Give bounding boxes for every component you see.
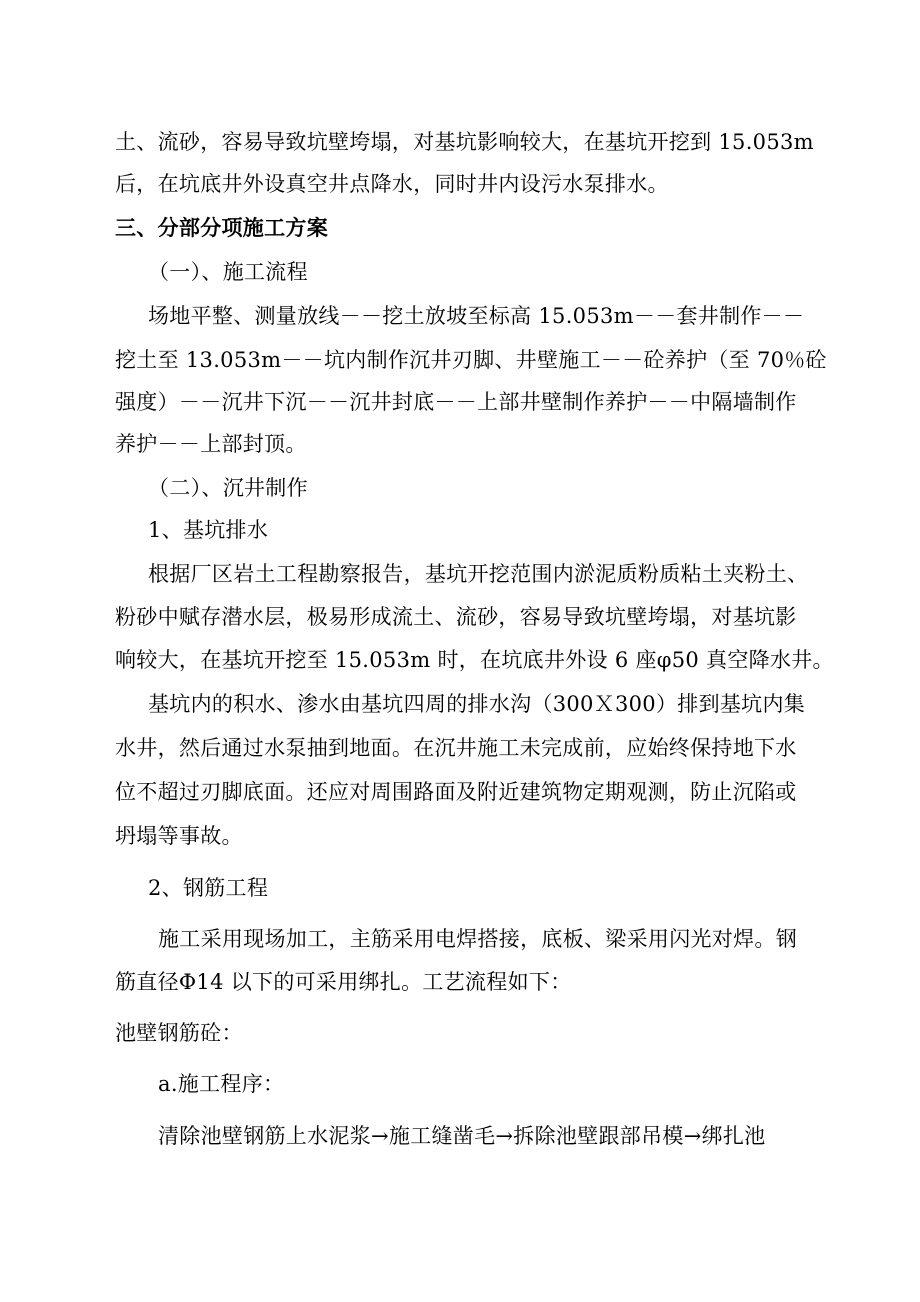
paragraph-line-4: 挖土至 13.053m－－坑内制作沉井刃脚、井壁施工－－砼养护（至 70％砼 [115,348,827,372]
paragraph-line-2: 后，在坑底井外设真空井点降水，同时井内设污水泵排水。 [115,172,669,196]
paragraph-line-1: 土、流砂，容易导致坑壁垮塌，对基坑影响较大，在基坑开挖到 15.053m [115,130,814,154]
list-heading: a.施工程序： [158,1072,285,1096]
paragraph-line-7: 根据厂区岩土工程勘察报告，基坑开挖范围内淤泥质粉质粘土夹粉土、 [148,562,809,586]
paragraph-line-15: 筋直径Φ14 以下的可采用绑扎。工艺流程如下： [115,970,572,994]
paragraph-line-6: 养护－－上部封顶。 [115,432,307,456]
subsection-heading-1: （一）、施工流程 [148,260,308,284]
item-heading-2: 2、钢筋工程 [148,876,269,900]
paragraph-line-13: 坍塌等事故。 [115,824,243,848]
paragraph-line-12: 位不超过刃脚底面。还应对周围路面及附近建筑物定期观测，防止沉陷或 [115,780,797,804]
paragraph-line-5: 强度）－－沉井下沉－－沉井封底－－上部井壁制作养护－－中隔墙制作 [115,390,797,414]
section-heading: 三、分部分项施工方案 [115,215,328,240]
paragraph-line-11: 水井，然后通过水泵抽到地面。在沉井施工未完成前，应始终保持地下水 [115,736,797,760]
paragraph-line-9: 响较大，在基坑开挖至 15.053m 时，在坑底井外设 6 座φ50 真空降水井。 [115,648,834,672]
subsection-heading-2: （二）、沉井制作 [148,476,308,500]
paragraph-line-17: 清除池壁钢筋上水泥浆→施工缝凿毛→拆除池壁跟部吊模→绑扎池 [158,1124,766,1148]
paragraph-line-14: 施工采用现场加工，主筋采用电焊搭接，底板、梁采用闪光对焊。钢 [158,927,797,951]
item-heading-1: 1、基坑排水 [148,518,269,542]
paragraph-line-10: 基坑内的积水、渗水由基坑四周的排水沟（300Ｘ300）排到基坑内集 [148,692,806,716]
paragraph-line-3: 场地平整、测量放线－－挖土放坡至标高 15.053m－－套井制作－－ [148,304,805,328]
paragraph-line-8: 粉砂中赋存潜水层，极易形成流土、流砂，容易导致坑壁垮塌，对基坑影 [115,605,797,629]
paragraph-line-16: 池壁钢筋砼： [115,1021,243,1045]
